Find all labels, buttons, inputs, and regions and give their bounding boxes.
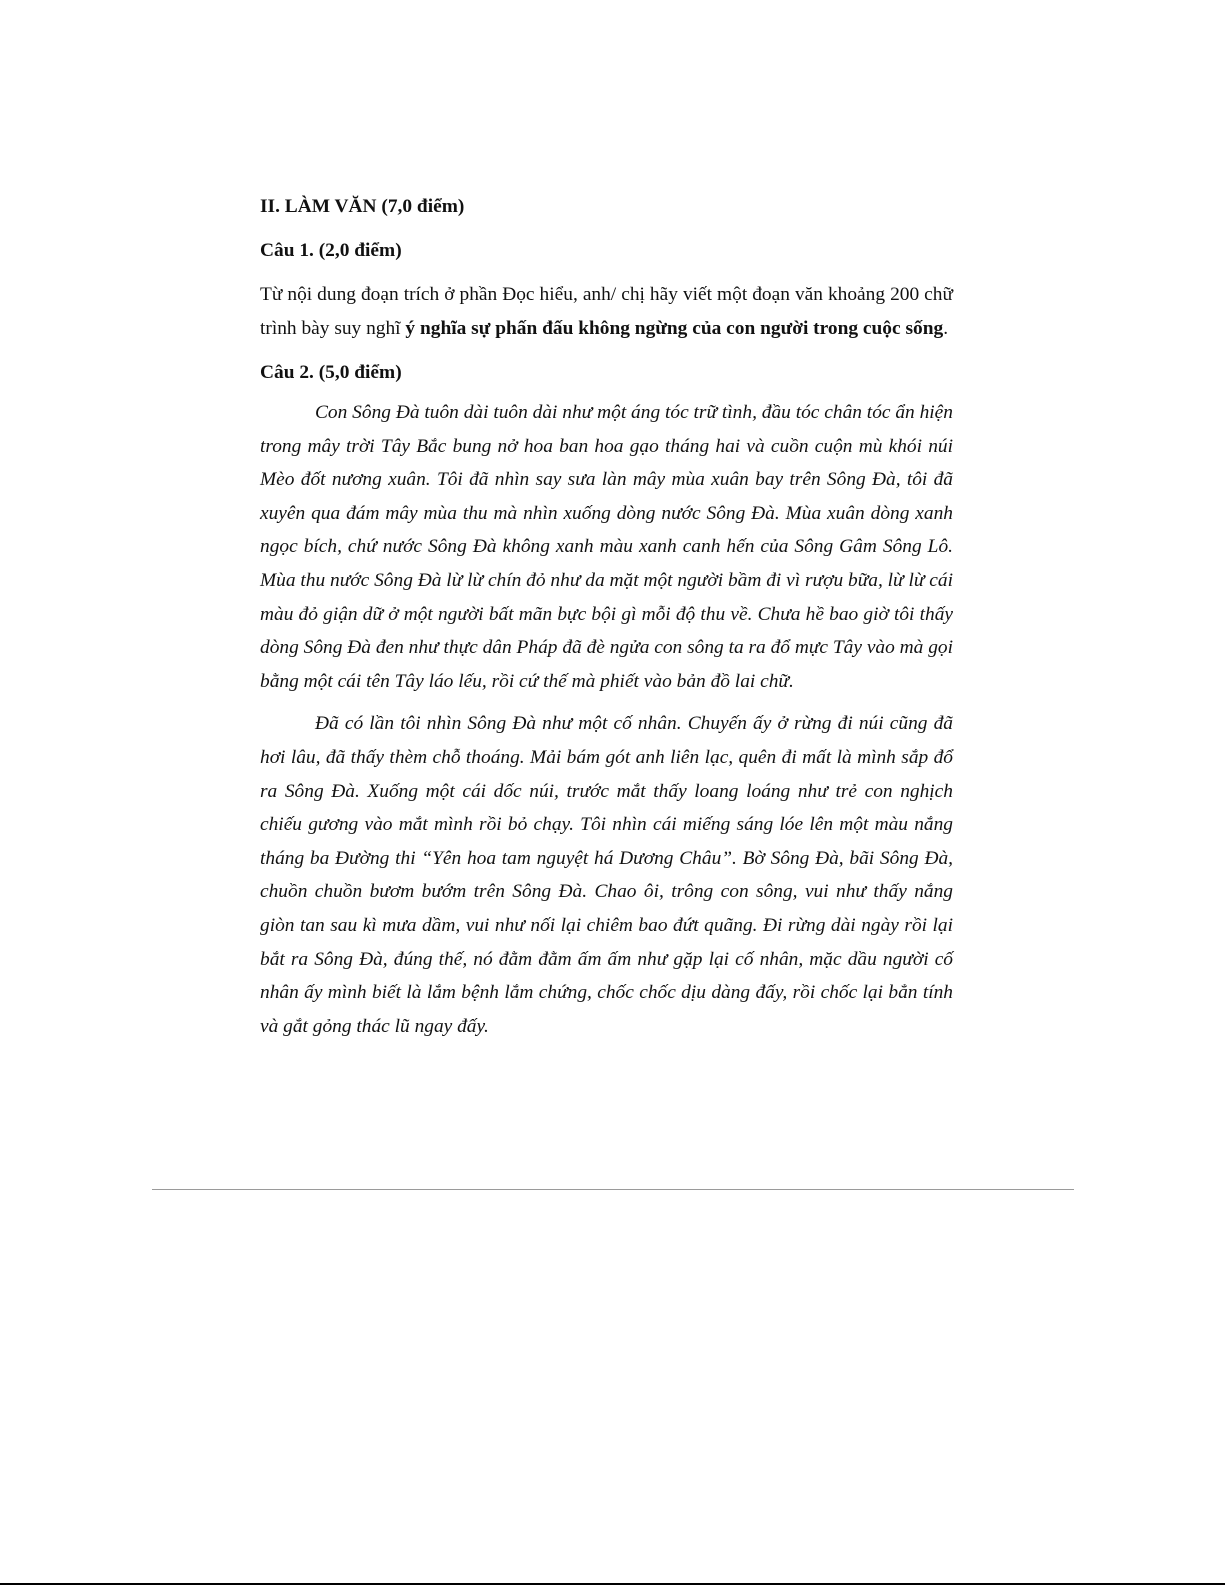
- question-1-prompt: [260, 278, 953, 346]
- question-1-prompt-text: Từ nội dung đoạn trích ở phần Đọc hiểu, anh/ chị hãy viết một đoạn văn khoảng 200 chữ trình bày suy nghĩ: [260, 284, 953, 339]
- page-divider: [152, 1189, 1074, 1190]
- question-1-prompt-end: .: [943, 318, 949, 339]
- excerpt-paragraph-2: Đã có lần tôi nhìn Sông Đà như một cố nhân. Chuyến ấy ở rừng đi núi cũng đã hơi lâu, đã thấy thèm chỗ thoáng. Mải bám gót anh liên lạc, quên đi mất là mình sắp đổ ra Sông Đà. Xuống một cái dốc núi, trước mắt thấy loang loáng như trẻ con nghịch chiếu gương vào mắt mình rồi bỏ chạy. Tôi nhìn cái miếng sáng lóe lên một màu nắng tháng ba Đường thi “Yên hoa tam nguyệt há Dương Châu”. Bờ Sông Đà, bãi Sông Đà, chuồn chuồn bươm bướm trên Sông Đà. Chao ôi, trông con sông, vui như thấy nắng giòn tan sau kì mưa dầm, vui như nối lại chiêm bao đứt quãng. Đi rừng dài ngày rồi lại bắt ra Sông Đà, đúng thế, nó đằm đằm ấm ấm như gặp lại cố nhân, mặc dầu người cố nhân ấy mình biết là lắm bệnh lắm chứng, chốc chốc dịu dàng đấy, rồi chốc lại bẳn tính và gắt gỏng thác lũ ngay đấy.: [260, 713, 953, 1037]
- document-body: [260, 190, 953, 1052]
- question-1-title: Câu 1. (2,0 điểm): [260, 240, 402, 261]
- excerpt-paragraph-1: Con Sông Đà tuôn dài tuôn dài như một áng tóc trữ tình, đầu tóc chân tóc ẩn hiện trong mây trời Tây Bắc bung nở hoa ban hoa gạo tháng hai và cuồn cuộn mù khói núi Mèo đốt nương xuân. Tôi đã nhìn say sưa làn mây mùa xuân bay trên Sông Đà, tôi đã xuyên qua đám mây mùa thu mà nhìn xuống dòng nước Sông Đà. Mùa xuân dòng xanh ngọc bích, chứ nước Sông Đà không xanh màu xanh canh hến của Sông Gâm Sông Lô. Mùa thu nước Sông Đà lừ lừ chín đỏ như da mặt một người bầm đi vì rượu bữa, lừ lừ cái màu đỏ giận dữ ở một người bất mãn bực bội gì mỗi độ thu về. Chưa hề bao giờ tôi thấy dòng Sông Đà đen như thực dân Pháp đã đè ngửa con sông ta ra đổ mực Tây vào mà gọi bằng một cái tên Tây láo lếu, rồi cứ thế mà phiết vào bản đồ lai chữ.: [260, 402, 953, 692]
- question-1-prompt-emphasis: ý nghĩa sự phấn đấu không ngừng của con người trong cuộc sống: [405, 318, 944, 339]
- section-title: II. LÀM VĂN (7,0 điểm): [260, 196, 465, 217]
- question-2-title: Câu 2. (5,0 điểm): [260, 362, 402, 383]
